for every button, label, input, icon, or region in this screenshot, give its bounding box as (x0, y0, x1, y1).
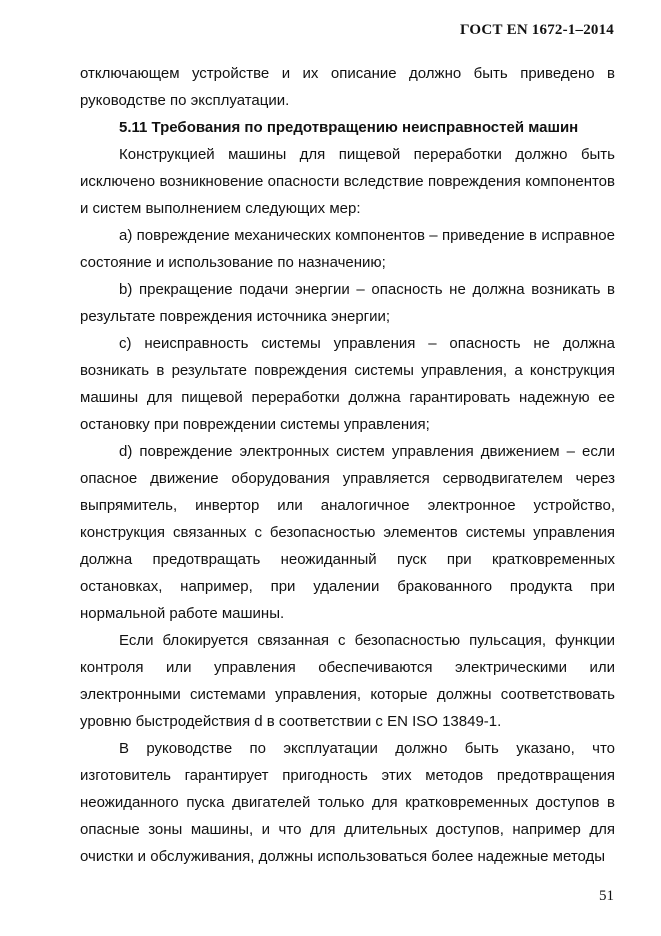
page-number: 51 (599, 888, 614, 904)
section-heading: 5.11 Требования по предотвращению неисправностей машин (119, 119, 579, 136)
continuation-paragraph: отключающем устройстве и их описание должно быть приведено в руководстве по эксплуатации. (80, 65, 615, 109)
intro-paragraph: Конструкцией машины для пищевой переработки должно быть исключено возникновение опасности вследствие повреждения компонентов и систем выполнением следующих мер: (80, 146, 615, 217)
list-item-c: c) неисправность системы управления – опасность не должна возникать в результате повреждения системы управления, а конструкция машины для пищевой переработки должна гарантировать надежную ее остановку при повреждении системы управления; (80, 335, 615, 433)
list-item-b: b) прекращение подачи энергии – опасность не должна возникать в результате повреждения источника энергии; (80, 281, 615, 325)
standard-header: ГОСТ EN 1672-1–2014 (460, 22, 614, 38)
list-item-d: d) повреждение электронных систем управления движением – если опасное движение оборудования управляется серводвигателем через выпрямитель, инвертор или аналогичное электронное устройство, конструкция связанных с безопасностью элементов системы управления должна предотвращать неожиданный пуск при кратковременных остановках, например, при удалении бракованного продукта при нормальной работе машины. (80, 443, 615, 622)
document-body (80, 60, 615, 870)
list-item-a: а) повреждение механических компонентов – приведение в исправное состояние и использование по назначению; (80, 227, 615, 271)
manual-paragraph: В руководстве по эксплуатации должно быть указано, что изготовитель гарантирует пригодность этих методов предотвращения неожиданного пуска двигателей только для кратковременных доступов в опасные зоны машины, и что для длительных доступов, например для очистки и обслуживания, должны использоваться более надежные методы (80, 740, 615, 865)
blocking-paragraph: Если блокируется связанная с безопасностью пульсация, функции контроля или управления обеспечиваются электрическими или электронными системами управления, которые должны соответствовать уровню быстродействия d в соответствии с EN ISO 13849-1. (80, 632, 615, 730)
